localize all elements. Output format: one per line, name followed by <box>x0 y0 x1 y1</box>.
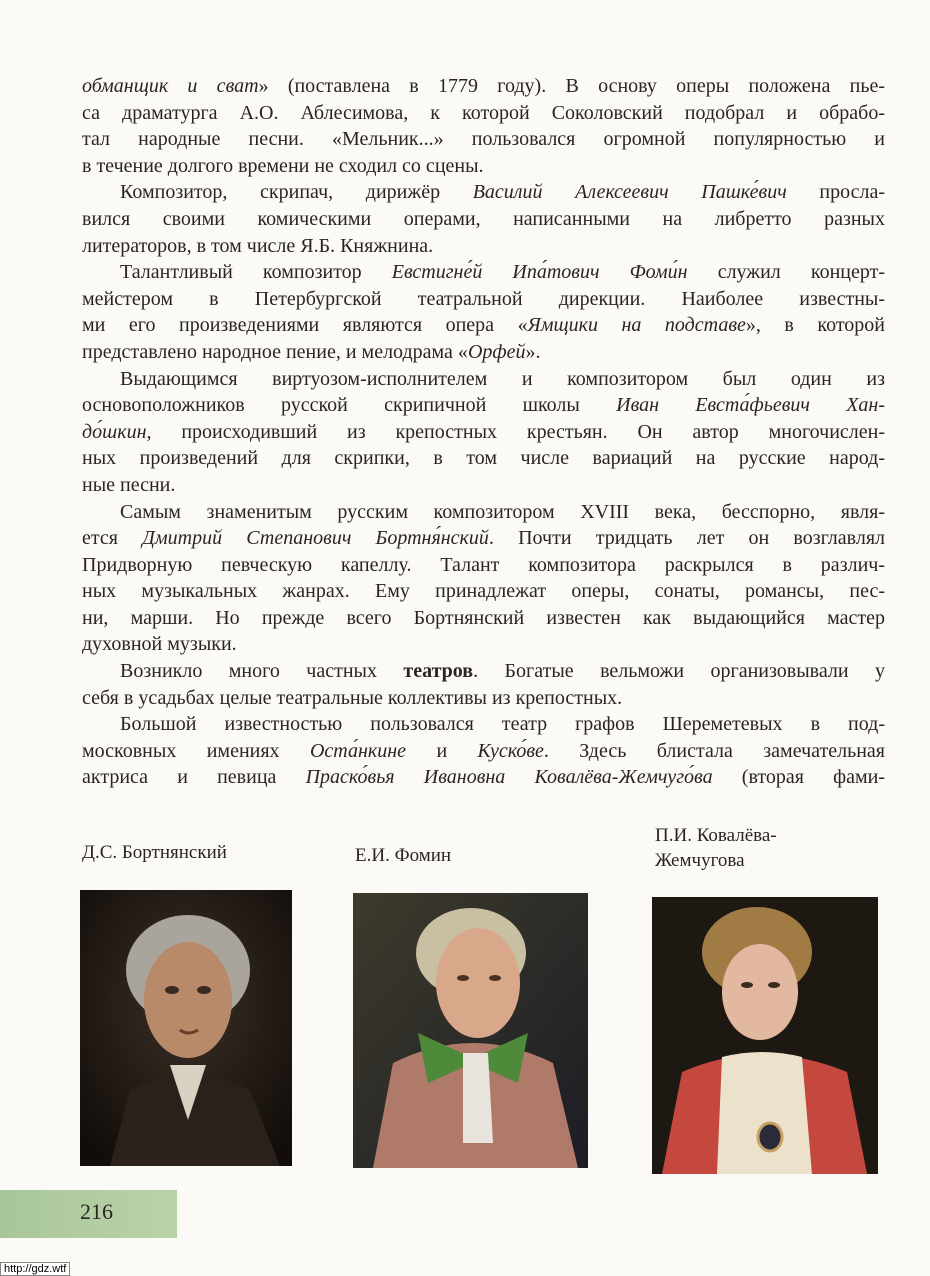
footer-link[interactable]: http://gdz.wtf <box>0 1262 70 1276</box>
text-segment: и <box>406 739 478 762</box>
text-line <box>82 233 885 260</box>
text-segment: тал народные песни. «Мельник...» пользовался огромной популярностью и <box>82 128 885 151</box>
text-segment: представлено народное пение, и мелодрама « <box>82 340 468 363</box>
text-segment: ми его произведениями являются опера « <box>82 314 528 337</box>
text-line <box>82 419 885 446</box>
caption-kovaleva-line2: Жемчугова <box>655 850 745 871</box>
text-line <box>82 631 885 658</box>
italic-name: Ямщики на подставе <box>527 314 746 337</box>
text-segment: в течение долгого времени не сходил со сцены. <box>82 154 484 177</box>
text-line <box>82 738 885 765</box>
text-line <box>82 259 885 286</box>
text-segment: ». <box>525 340 541 363</box>
text-line <box>82 552 885 579</box>
text-segment: вился своими комическими операми, написанными на либретто разных <box>82 207 885 230</box>
portrait-fomin <box>353 893 588 1168</box>
text-line <box>82 366 885 393</box>
text-line <box>82 525 885 552</box>
text-line <box>82 100 885 127</box>
text-line <box>82 658 885 685</box>
text-segment: (вторая фами- <box>712 766 886 789</box>
italic-name: Иван Евста́фьевич Хан- <box>616 394 885 417</box>
body-text <box>82 73 885 791</box>
bold-term: театров <box>403 660 474 683</box>
text-segment: ных музыкальных жанрах. Ему принадлежат оперы, сонаты, романсы, пес- <box>82 580 885 603</box>
italic-name: Куско́ве <box>477 739 544 762</box>
text-segment: Выдающимся виртуозом-исполнителем и композитором был один из <box>120 367 885 390</box>
text-segment: Композитор, скрипач, дирижёр <box>120 181 473 204</box>
text-segment: . Почти тридцать лет он возглавлял <box>488 527 885 550</box>
text-line <box>82 445 885 472</box>
text-segment: ется <box>82 527 143 550</box>
text-segment: са драматурга А.О. Аблесимова, к которой Соколовский подобрал и обрабо- <box>82 101 885 124</box>
text-segment: » (поставлена в 1779 году). В основу оперы положена пье- <box>258 75 885 97</box>
text-line <box>82 472 885 499</box>
text-segment: ных произведений для скрипки, в том числе вариаций на русские народ- <box>82 447 885 470</box>
text-segment: », в которой <box>745 314 885 337</box>
italic-name: Василий Алексеевич Пашке́вич <box>472 181 787 204</box>
text-line <box>82 179 885 206</box>
text-segment: литераторов, в том числе Я.Б. Княжнина. <box>82 234 434 257</box>
text-segment: . Здесь блистала замечательная <box>543 739 885 762</box>
text-segment: Самым знаменитым русским композитором XVIII века, бесспорно, явля- <box>120 500 885 523</box>
text-segment: себя в усадьбах целые театральные коллективы из крепостных. <box>82 686 623 709</box>
text-segment: просла- <box>786 181 885 204</box>
text-segment: Возникло много частных <box>120 660 404 683</box>
text-line <box>82 312 885 339</box>
text-segment: основоположников русской скрипичной школы <box>82 394 617 417</box>
text-line <box>82 711 885 738</box>
italic-name: Орфей <box>467 340 526 363</box>
text-line <box>82 764 885 791</box>
caption-kovaleva-line1: П.И. Ковалёва- <box>655 825 777 846</box>
text-segment: актриса и певица <box>82 766 306 789</box>
text-line <box>82 126 885 153</box>
italic-name: Оста́нкине <box>309 739 407 762</box>
text-line <box>82 578 885 605</box>
text-segment: Талантливый композитор <box>120 261 392 284</box>
text-segment: Большой известностью пользовался театр графов Шереметевых в под- <box>120 713 885 736</box>
text-line <box>82 339 885 366</box>
text-segment: ни, марши. Но прежде всего Бортнянский известен как выдающийся мастер <box>82 606 885 629</box>
portrait-bortnyansky <box>80 890 292 1166</box>
text-line <box>82 605 885 632</box>
text-segment: , происходивший из крепостных крестьян. Он автор многочислен- <box>146 420 885 443</box>
italic-name: обманщик и сват <box>82 75 259 97</box>
text-segment: . Богатые вельможи организовывали у <box>473 660 886 683</box>
text-segment: мейстером в Петербургской театральной дирекции. Наиболее известны- <box>82 287 885 310</box>
text-segment: ные песни. <box>82 473 176 496</box>
text-line <box>82 392 885 419</box>
text-line <box>82 286 885 313</box>
italic-name: до́шкин <box>82 420 147 443</box>
text-line <box>82 685 885 712</box>
text-segment: московных имениях <box>82 739 310 762</box>
caption-bortnyansky: Д.С. Бортнянский <box>82 842 227 863</box>
text-segment: служил концерт- <box>687 261 885 284</box>
page-number: 216 <box>80 1199 113 1224</box>
italic-name: Евстигне́й Ипа́тович Фоми́н <box>391 261 688 284</box>
italic-name: Праско́вья Ивановна Ковалёва-Жемчуго́ва <box>305 766 713 789</box>
text-segment: Придворную певческую капеллу. Талант композитора раскрылся в различ- <box>82 553 885 576</box>
caption-fomin: Е.И. Фомин <box>355 845 452 866</box>
italic-name: Дмитрий Степанович Бортня́нский <box>142 527 489 550</box>
text-line <box>82 206 885 233</box>
portrait-kovaleva-zhemchugova <box>652 897 878 1174</box>
text-line <box>82 73 885 100</box>
text-line <box>82 499 885 526</box>
text-segment: духовной музыки. <box>82 633 237 656</box>
text-line <box>82 153 885 180</box>
